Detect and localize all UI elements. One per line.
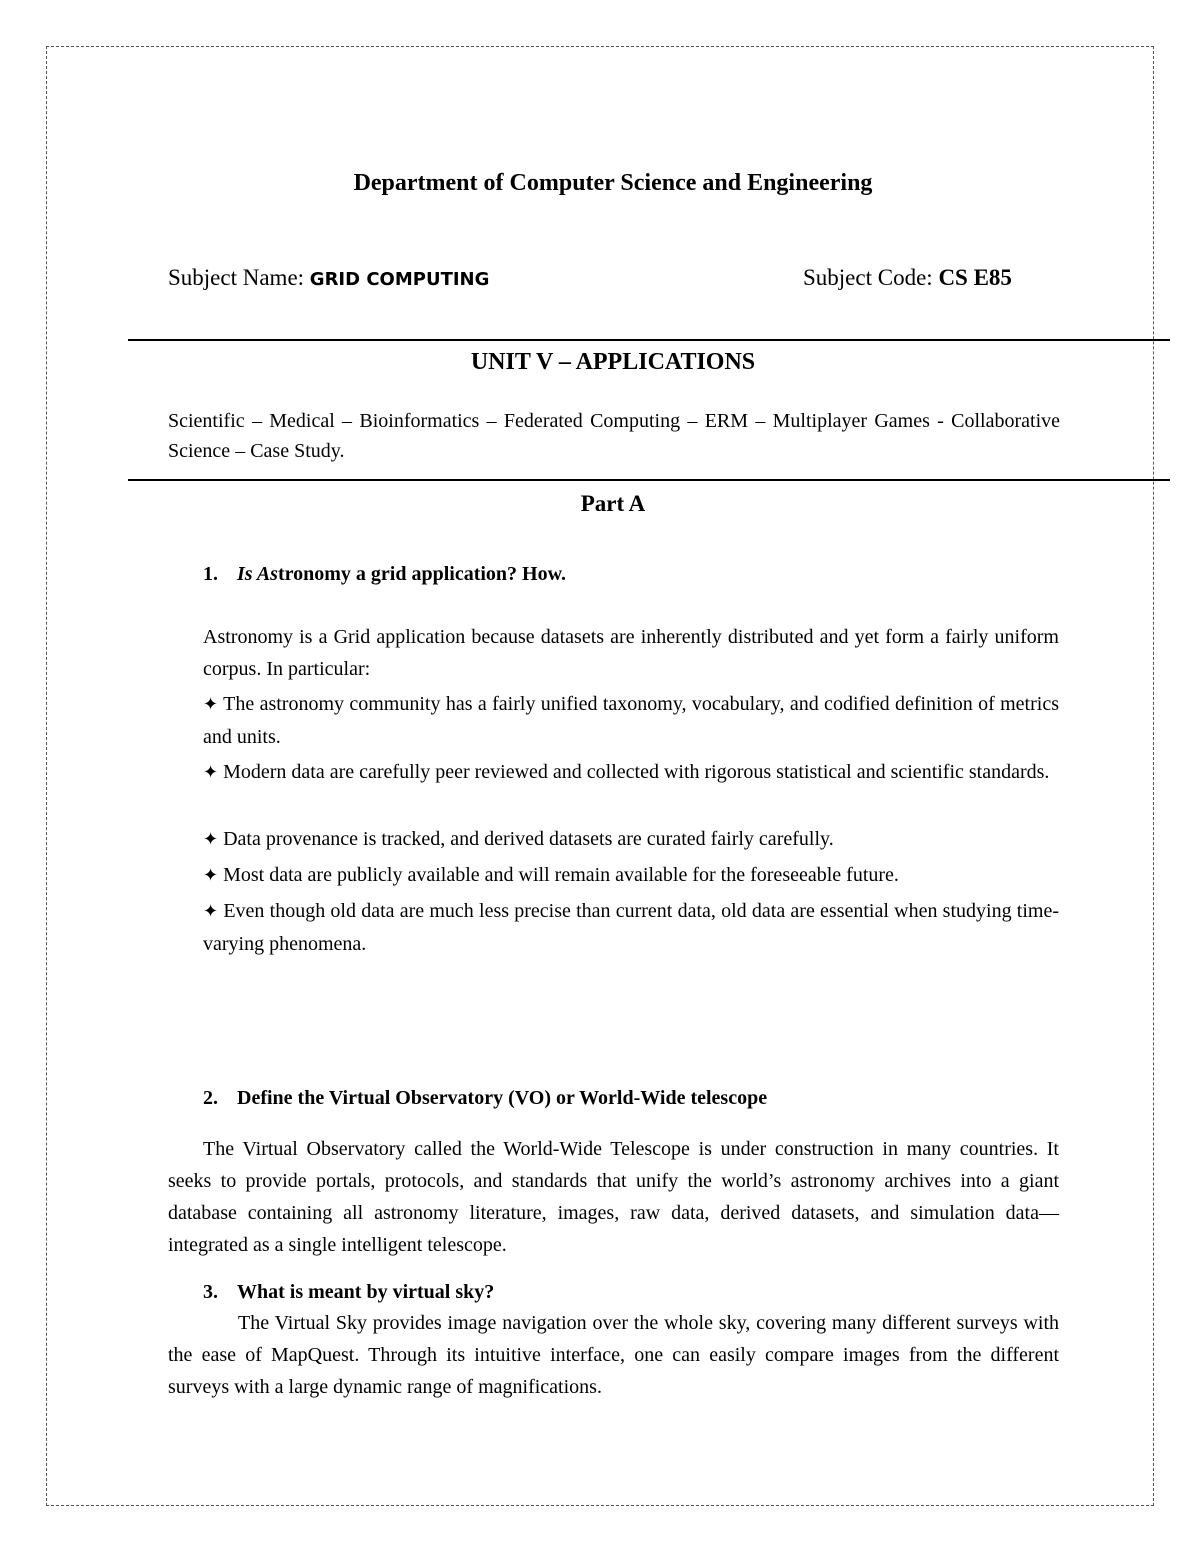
question-2-title [203, 1087, 767, 1110]
list-item-text: Most data are publicly available and will remain available for the foreseeable future. [223, 864, 899, 886]
subject-name-label: Subject Name: [168, 265, 310, 290]
question-1-intro: Astronomy is a Grid application because datasets are inherently distributed and yet form a fairly uniform corpus. In particular: [203, 626, 1059, 680]
question-2-answer: The Virtual Observatory called the World-Wide Telescope is under construction in many countries. It seeks to provide portals, protocols, and standards that unify the world’s astronomy archives into a giant database containing all astronomy literature, images, raw data, derived datasets, and simulation data—integrated as a single intelligent telescope. [168, 1138, 1059, 1256]
list-item-text: Even though old data are much less precise than current data, old data are essential when studying time-varying phenomena. [203, 900, 1060, 955]
star-bullet-icon: ✦ [203, 762, 219, 783]
list-item-text: The astronomy community has a fairly unified taxonomy, vocabulary, and codified definition of metrics and units. [203, 693, 1059, 748]
star-bullet-icon: ✦ [203, 829, 219, 850]
divider-top [128, 339, 1170, 341]
question-3-answer: The Virtual Sky provides image navigation over the whole sky, covering many different surveys with the ease of MapQuest. Through its intuitive interface, one can easily compare images from the different surveys with a large dynamic range of magnifications. [168, 1312, 1059, 1398]
subject-code [803, 265, 1012, 291]
list-item [203, 688, 1059, 753]
unit-topics: Scientific – Medical – Bioinformatics – Federated Computing – ERM – Multiplayer Games - Collaborative Science – Case Study. [168, 410, 1060, 462]
question-2-title-text: Define the Virtual Observatory (VO) or World-Wide telescope [237, 1087, 768, 1109]
subject-name [168, 265, 489, 291]
list-item [203, 756, 1059, 789]
question-3-title [203, 1281, 494, 1304]
subject-code-value: CS E85 [938, 265, 1012, 290]
question-1-title-rest: tronomy a grid application? How. [277, 563, 566, 585]
list-item [203, 859, 1059, 892]
question-1-title [203, 563, 566, 586]
department-title: Department of Computer Science and Engineering [353, 170, 873, 196]
list-item [203, 895, 1059, 960]
divider-bottom [128, 479, 1170, 481]
question-number: 2. [203, 1087, 218, 1109]
star-bullet-icon: ✦ [203, 901, 219, 922]
question-number: 3. [203, 1281, 218, 1303]
subject-code-label: Subject Code: [803, 265, 939, 290]
question-1-title-italic: Is As [237, 563, 278, 585]
star-bullet-icon: ✦ [203, 865, 219, 886]
list-item-text: Data provenance is tracked, and derived datasets are curated fairly carefully. [223, 828, 834, 850]
question-3-title-text: What is meant by virtual sky? [237, 1281, 495, 1303]
star-bullet-icon: ✦ [203, 694, 219, 715]
question-number: 1. [203, 563, 218, 585]
subject-name-value: GRID COMPUTING [309, 269, 490, 290]
unit-title: UNIT V – APPLICATIONS [470, 349, 756, 375]
list-item [203, 823, 1059, 856]
part-title: Part A [580, 491, 646, 516]
list-item-text: Modern data are carefully peer reviewed and collected with rigorous statistical and scientific standards. [223, 761, 1050, 783]
